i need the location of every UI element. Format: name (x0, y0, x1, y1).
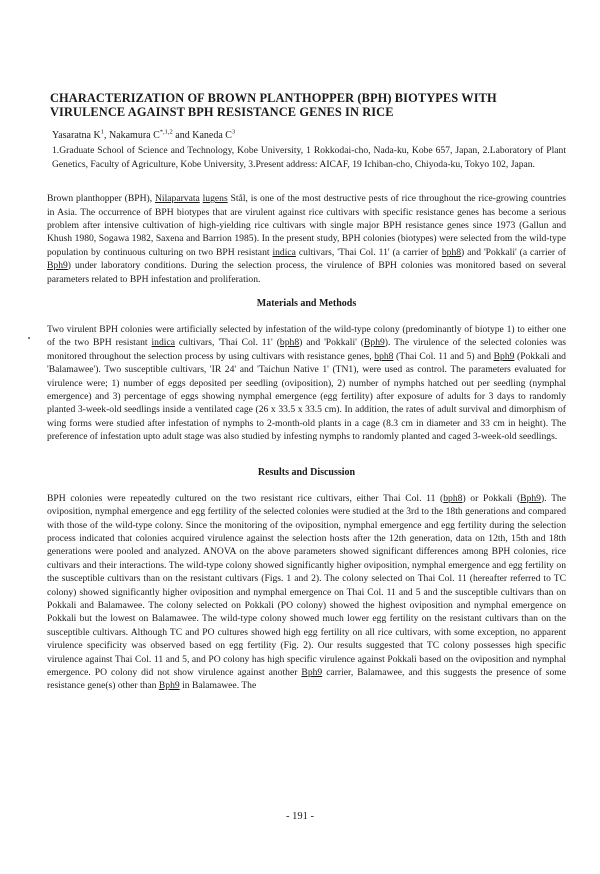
gene-Bph9: Bph9 (301, 666, 323, 678)
author-line (52, 129, 566, 142)
intro-paragraph (47, 192, 566, 286)
results-text-1: BPH colonies were repeatedly cultured on the two resistant rice cultivars, either Thai Col. 11 ( (47, 492, 444, 504)
methods-text-3: ) and 'Pokkali' ( (299, 337, 364, 349)
intro-text-3: Stål, is one of the most destructive pests of rice throughout the rice-growing countries in Asia. The occurrence of BPH biotypes that are virulent against rice cultivars with specific resistance genes has become a serious problem after intensive cultivation of high-yielding rice cultivars with single major BPH resistance genes since 1973 (Gallun and Khush 1980, Sogawa 1982, Saxena and Barrion 1985). In the present study, BPH colonies (biotypes) were selected from the wild-type population by continuous culturing on two BPH resistant (47, 193, 566, 258)
indica-term: indica (151, 337, 175, 349)
author-2-sup: *,1,2 (159, 128, 173, 136)
methods-text-6: (Pokkali and 'Balamawee'). Two susceptible cultivars, 'IR 24' and 'Taichun Native 1' (TN1), were used as control. The parameters evaluated for virulence were; 1) number of eggs deposited per seedling (oviposition), 2) number of nymphs hatched out per seedling (nymphal emergence) and 3) percentage of eggs showing nymphal emergence (egg fertility) after exposure of adults for 3 days to randomly planted 3-week-old seedlings inside a ventilated cage (26 x 33.5 x 33.5 cm). In addition, the rates of adult survival and dimorphism of wing forms were studied after infestation of nymphs to 2-month-old plants in a cage (8.3 cm in diameter and 33 cm in height). The preference of infestation upto adult stage was also studied by infesting nymphs to randomly planted and caged 3-week-old seedlings. (47, 350, 566, 443)
page-number: - 191 - (286, 811, 314, 822)
gene-bph8: bph8 (374, 350, 394, 362)
gene-Bph9: Bph9 (158, 680, 180, 692)
methods-text-2: cultivars, 'Thai Col. 11' ( (174, 337, 280, 349)
results-paragraph (47, 492, 566, 693)
scan-speck (28, 337, 30, 339)
gene-Bph9: Bph9 (520, 492, 541, 504)
paper-page (47, 92, 566, 693)
author-3: and Kaneda C (172, 130, 232, 141)
gene-bph8: bph8 (441, 246, 462, 258)
indica-term: indica (272, 246, 296, 258)
author-3-sup: 3 (231, 128, 236, 136)
author-1-sup: 1 (100, 128, 104, 136)
intro-text-1: Brown planthopper (BPH), (47, 193, 155, 205)
gene-Bph9: Bph9 (47, 260, 68, 272)
intro-text-5: ) and 'Pokkali' (a carrier of (461, 246, 566, 258)
genus-name: Nilaparvata (155, 193, 200, 205)
intro-text-6: ) under laboratory conditions. During the selection process, the virulence of BPH colonies was monitored based on several parameters related to BPH infestation and proliferation. (47, 260, 566, 285)
results-heading: Results and Discussion (257, 466, 356, 478)
methods-heading: Materials and Methods (256, 298, 357, 310)
methods-text-5: (Thai Col. 11 and 5) and (393, 350, 494, 362)
methods-text-4: ). The virulence of the selected colonies was monitored throughout the selection process by using cultivars with resistance genes, (47, 337, 567, 362)
author-2: , Nakamura C (103, 130, 160, 141)
results-text-3: ). The oviposition, nymphal emergence and egg fertility of the selected colonies were studied at the 3rd to the 18th generations and compared with those of the wild-type colony. Since the monitoring of the oviposition, nymphal emergence and egg fertility during the selection process indicated that colonies acquired virulence against the selection hosts after the 12th generation, data on 12th, 15th and 18th generations were pooled and analyzed. ANOVA on the above parameters showed significant differences among BPH colonies, rice cultivars and their interactions. The wild-type colony showed significantly higher oviposition, nymphal emergence and egg fertility on the susceptible cultivars than on the resistant cultivars (Figs. 1 and 2). The colony selected on Thai Col. 11 (hereafter referred to TC colony) showed significantly higher oviposition and nymphal emergence on Thai Col. 11 and 5 and the susceptible cultivars than on Pokkali and Balamawee. The colony selected on Pokkali (PO colony) showed the highest oviposition and nymphal emergence on Pokkali but the lowest on Balamawee. The wild-type colony showed much lower egg fertility on the resistant cultivars than on the susceptible cultivars. Although TC and PO cultures showed high egg fertility on all rice cultivars, with some exception, no apparent virulence specificity was observed based on egg fertility (Fig. 2). Our results suggested that TC colony possesses high specific virulence against Thai Col. 11 and 5, and PO colony has high specific virulence against Pokkali based on the oviposition and nymphal emergence. PO colony did not show virulence against another (47, 492, 566, 678)
methods-paragraph (47, 323, 566, 444)
gene-bph8: bph8 (279, 337, 300, 349)
gene-Bph9: Bph9 (364, 337, 385, 349)
methods-text-1: Two virulent BPH colonies were artificially selected by infestation of the wild-type colony (predominantly of biotype 1) to either one of the two BPH resistant (47, 324, 566, 349)
species-name: lugens (202, 193, 228, 205)
results-text-2: ) or Pokkali ( (462, 492, 521, 504)
intro-text-4: cultivars, 'Thai Col. 11' (a carrier of (295, 246, 442, 258)
gene-bph8: bph8 (443, 492, 463, 504)
results-text-4: carrier, Balamawee, and this suggests the presence of some resistance gene(s) other than (47, 666, 567, 692)
paper-title: CHARACTERIZATION OF BROWN PLANTHOPPER (BPH) BIOTYPES WITH VIRULENCE AGAINST BPH RESISTANCE GENES IN RICE (50, 91, 497, 119)
results-text-5: in Balamawee. The (179, 680, 257, 692)
author-1: Yasaratna K (52, 130, 101, 141)
affiliations: 1.Graduate School of Science and Technology, Kobe University, 1 Rokkodai-cho, Nada-ku, Kobe 657, Japan, 2.Laboratory of Plant Genetics, Faculty of Agriculture, Kobe University, 3.Present address: AICAF, 19 Ichiban-cho, Chiyoda-ku, Tokyo 102, Japan. (52, 145, 566, 170)
gene-Bph9: Bph9 (493, 350, 515, 362)
